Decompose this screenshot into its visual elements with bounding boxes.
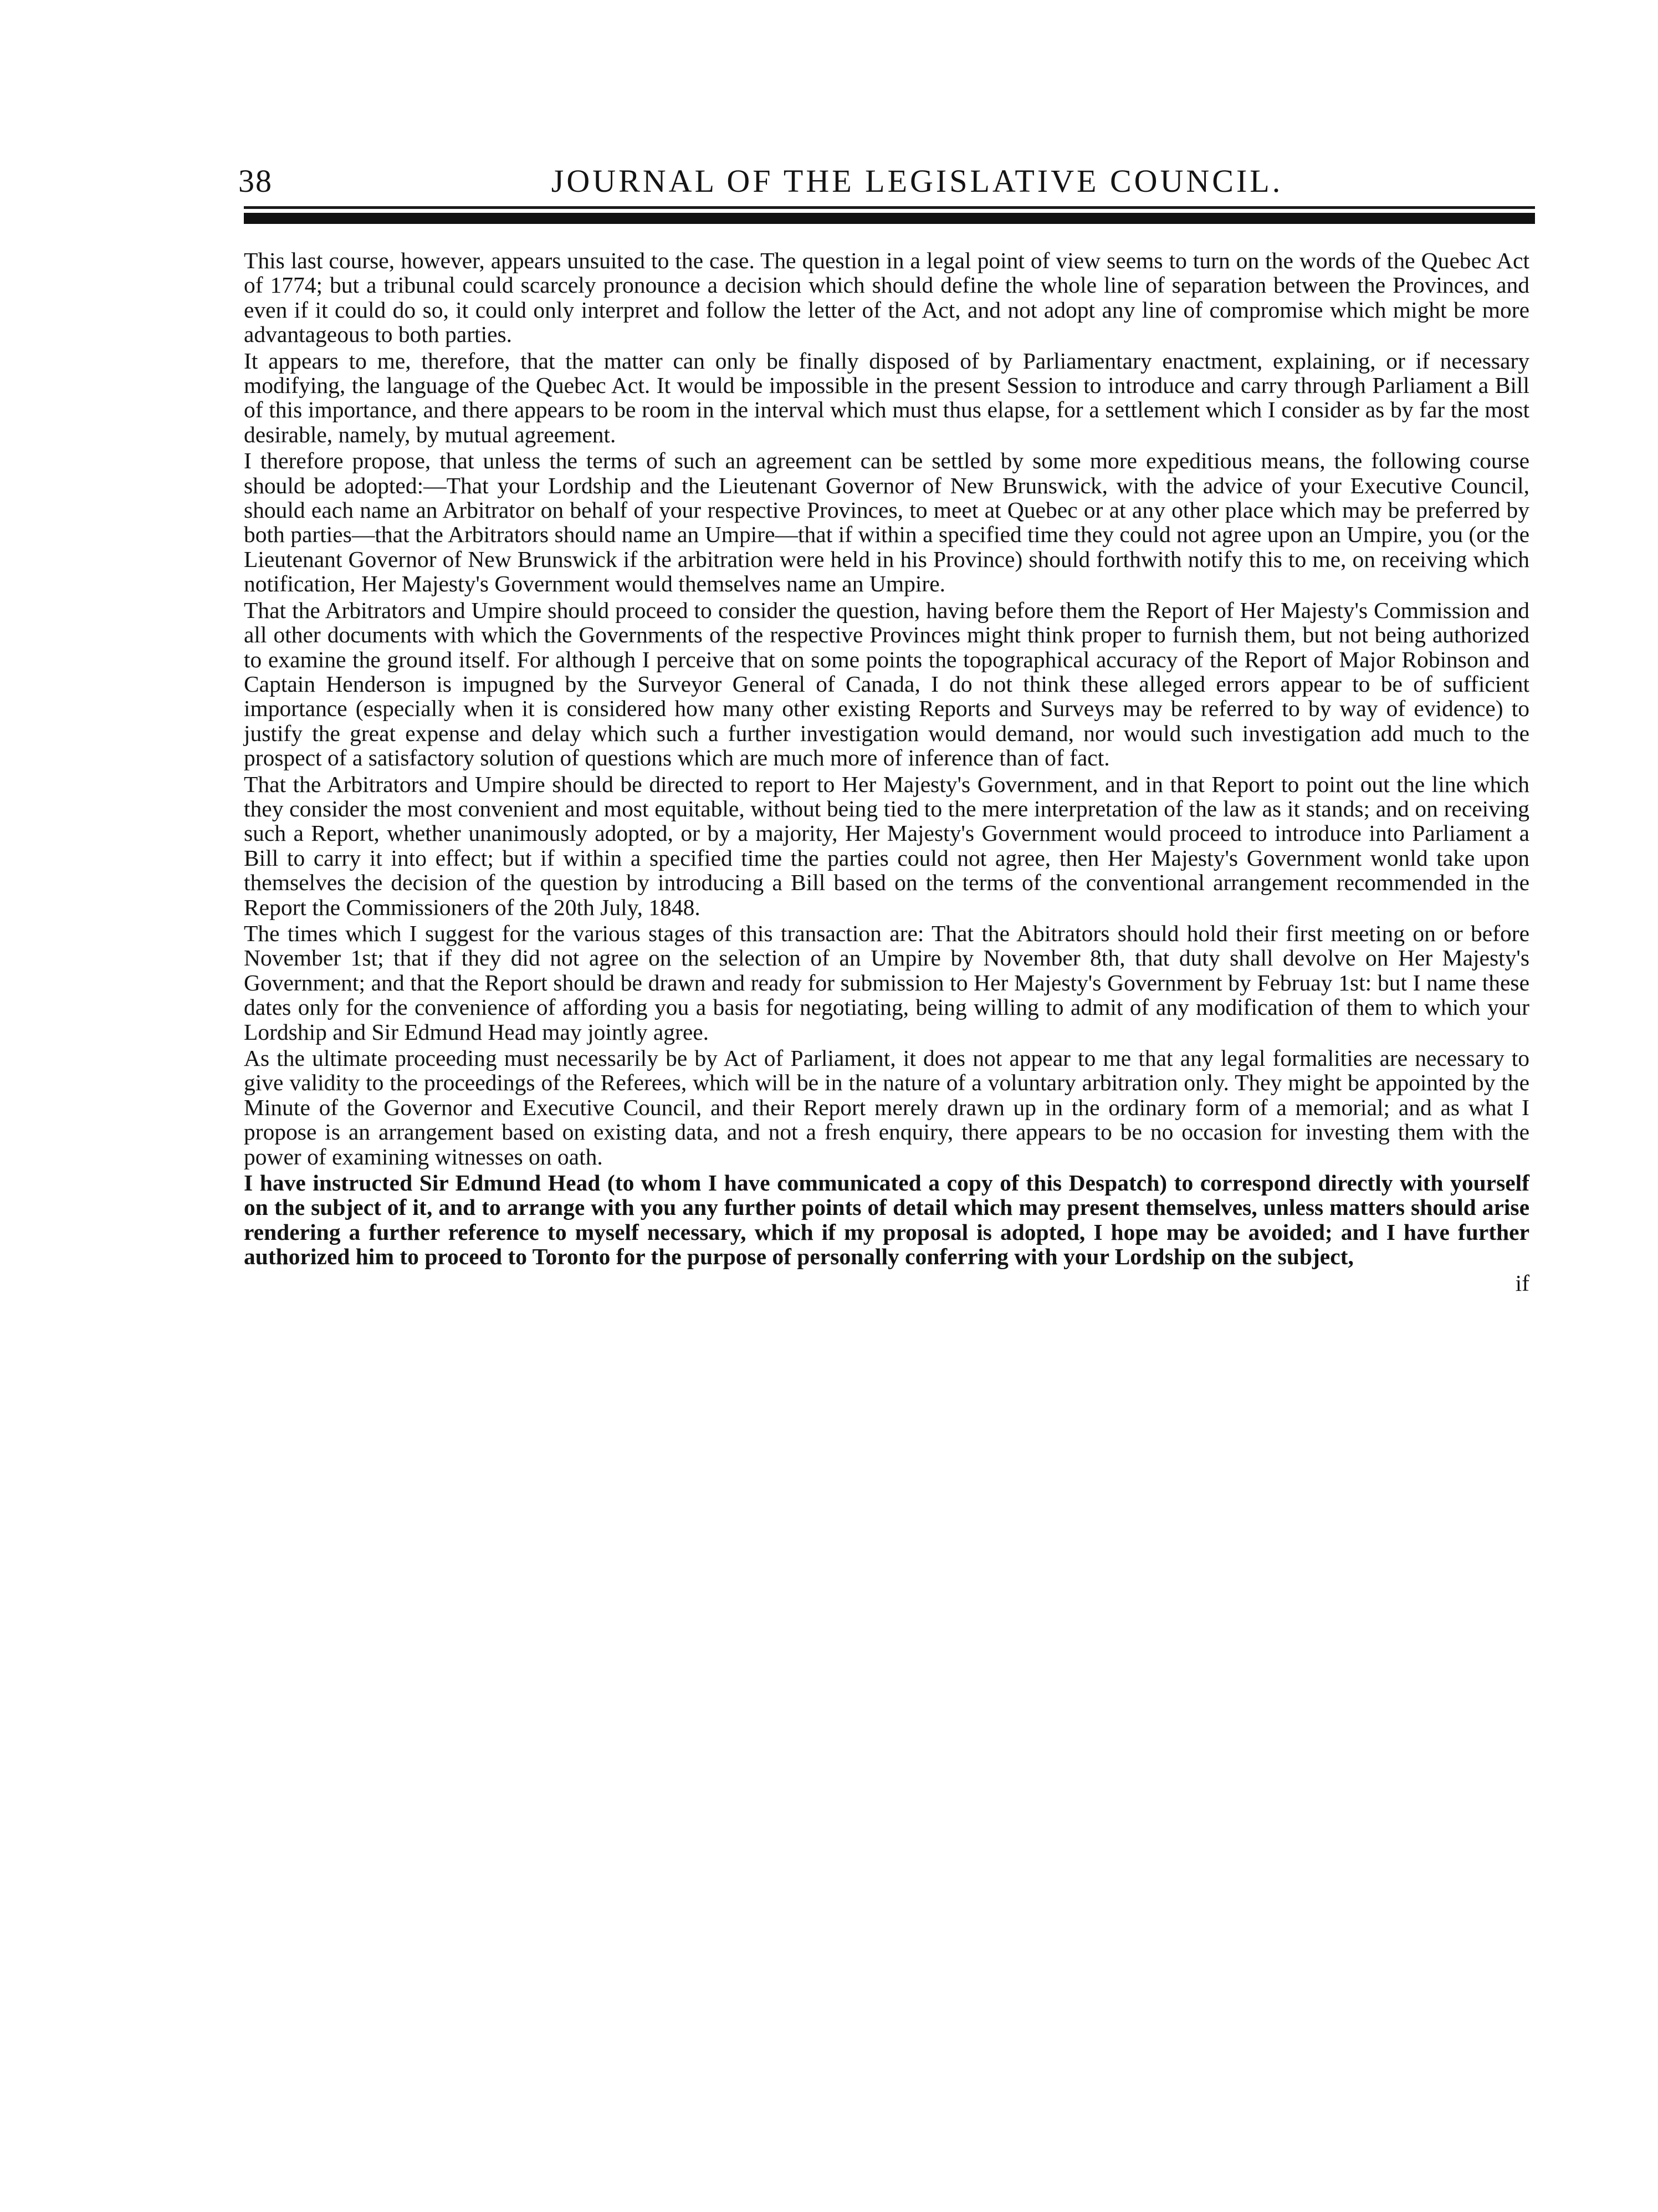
paragraph: I therefore propose, that unless the terms of such an agreement can be settled by some more expeditious means, the following course should be adopted:—That your Lordship and the Lieutenant Governor of New Brunswick, with the advice of your Executive Council, should each name an Arbitrator on behalf of your respective Provinces, to meet at Quebec or at any other place which may be preferred by both parties—that the Arbitrators should name an Umpire—that if within a specified time they could not agree upon an Umpire, you (or the Lieutenant Governor of New Brunswick if the arbitration were held in his Province) should forthwith notify this to me, on receiving which notification, Her Majesty's Government would themselves name an Umpire.: [244, 448, 1529, 597]
paragraph: That the Arbitrators and Umpire should be directed to report to Her Majesty's Government, and in that Report to point out the line which they consider the most convenient and most equitable, without being tied to the mere interpretation of the law as it stands; and on receiving such a Report, whether unanimously adopted, or by a majority, Her Majesty's Government would proceed to introduce into Parliament a Bill to carry it into effect; but if within a specified time the parties could not agree, then Her Majesty's Government wonld take upon themselves the decision of the question by introducing a Bill based on the terms of the conventional arrangement recommended in the Report the Commissioners of the 20th July, 1848.: [244, 771, 1529, 920]
paragraph: It appears to me, therefore, that the matter can only be finally disposed of by Parliamentary enactment, explaining, or if necessary modifying, the language of the Quebec Act. It would be impossible in the present Session to introduce and carry through Parliament a Bill of this importance, and there appears to be room in the interval which must thus elapse, for a settlement which I consider as by far the most desirable, namely, by mutual agreement.: [244, 348, 1529, 447]
paragraph: The times which I suggest for the various stages of this transaction are: That the Abitrators should hold their first meeting on or before November 1st; that if they did not agree on the selection of an Umpire by November 8th, that duty shall devolve on Her Majesty's Government; and that the Report should be drawn and ready for submission to Her Majesty's Government by Februay 1st: but I name these dates only for the convenience of affording you a basis for negotiating, being willing to admit of any modification of them to which your Lordship and Sir Edmund Head may jointly agree.: [244, 920, 1529, 1045]
page-number: 38: [238, 163, 273, 199]
paragraph: I have instructed Sir Edmund Head (to whom I have communicated a copy of this Despatch) to correspond directly with yourself on the subject of it, and to arrange with you any further points of detail which may present themselves, unless matters should arise rendering a further reference to myself necessary, which if my proposal is adopted, I hope may be avoided; and I have further authorized him to proceed to Toronto for the purpose of personally conferring with your Lordship on the subject,: [244, 1170, 1529, 1270]
header-rule-thin: [244, 206, 1535, 209]
header-rule-thick: [244, 213, 1535, 224]
paragraph: As the ultimate proceeding must necessarily be by Act of Parliament, it does not appear to me that any legal formalities are necessary to give validity to the proceedings of the Referees, which will be in the nature of a voluntary arbitration only. They might be appointed by the Minute of the Governor and Executive Council, and their Report merely drawn up in the ordinary form of a memorial; and as what I propose is an arrangement based on existing data, and not a fresh enquiry, there appears to be no occasion for investing them with the power of examining witnesses on oath.: [244, 1045, 1529, 1169]
catchword: if: [1515, 1270, 1529, 1296]
page-header: [238, 156, 1529, 206]
body-text: [244, 248, 1529, 1297]
paragraph: This last course, however, appears unsuited to the case. The question in a legal point of view seems to turn on the words of the Quebec Act of 1774; but a tribunal could scarcely pronounce a decision which should define the whole line of separation between the Provinces, and even if it could do so, it could only interpret and follow the letter of the Act, and not adopt any line of compromise which might be more advantageous to both parties.: [244, 248, 1529, 348]
running-title: JOURNAL OF THE LEGISLATIVE COUNCIL.: [551, 163, 1283, 199]
paragraph: That the Arbitrators and Umpire should proceed to consider the question, having before them the Report of Her Majesty's Commission and all other documents with which the Governments of the respective Provinces might think proper to furnish them, but not being authorized to examine the ground itself. For although I perceive that on some points the topographical accuracy of the Report of Major Robinson and Captain Henderson is impugned by the Surveyor General of Canada, I do not think these alleged errors appear to be of sufficient importance (especially when it is considered how many other existing Reports and Surveys may be referred to by way of evidence) to justify the great expense and delay which such a further investigation would demand, nor would such investigation add much to the prospect of a satisfactory solution of questions which are much more of inference than of fact.: [244, 597, 1529, 771]
